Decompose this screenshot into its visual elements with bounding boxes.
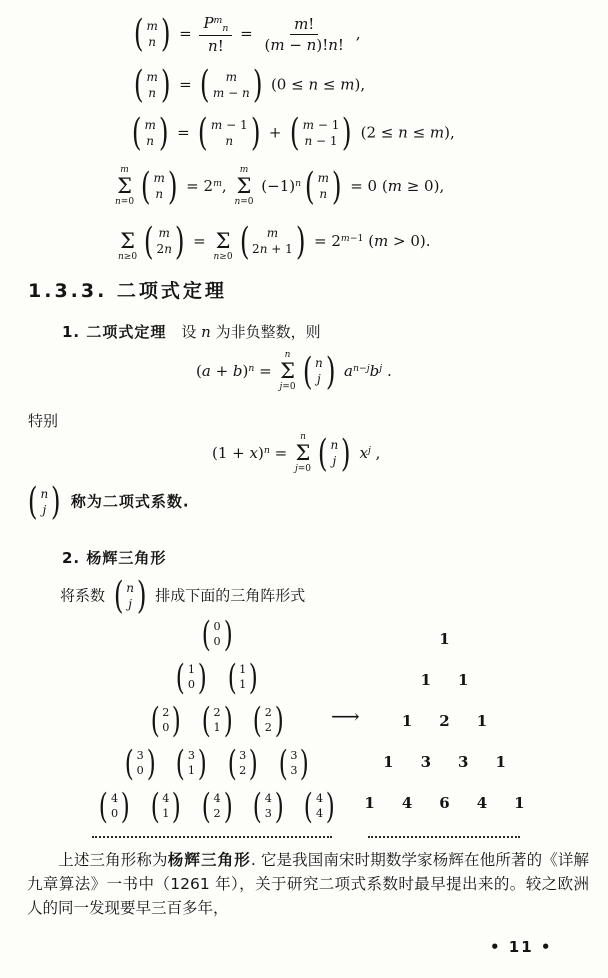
- dotted-rule-left: [92, 836, 332, 838]
- section-heading: 1.3.3. 二项式定理: [28, 280, 227, 302]
- subsection-1-line: 1. 二项式定理 设 n 为非负整数，则: [62, 323, 321, 341]
- arrange-coefficients-line: 将系数 ( n j ) 排成下面的三角阵形式: [60, 574, 306, 619]
- formula-binomial-theorem: $(a + b)^n$ = n Σ j=0 ( n j ) $a^{n-j}b^j$ .: [196, 350, 392, 394]
- pascal-triangle-row: 1: [439, 629, 450, 648]
- pascal-triangle-row: 1 1: [420, 670, 469, 689]
- formula-even-odd-sums: Σ n≥0 ( m 2n ) = Σ n≥0 ( m 2n + 1 ) = $2^{m-1}$ (m > 0).: [118, 220, 431, 264]
- binomial-coefficient-note: ( n j ) 称为二项式系数.: [27, 480, 190, 525]
- formula-binom-definition: ( m n ) = $P^m_n$ n! = $\frac{m!}{(m - n)!n!}$ ,: [133, 12, 361, 57]
- formula-pascal-rule: ( m n ) = ( m − 1 n ) + ( m − 1 n − 1 ) (2 ≤ n ≤ m),: [131, 111, 455, 156]
- special-label: 特别: [28, 412, 59, 430]
- pascal-triangle-row: 1 3 3 1: [383, 752, 506, 771]
- pascal-triangle-row: 1 4 6 4 1: [364, 793, 525, 812]
- binom-triangle-row: ( 2 0 ) ( 2 1 ) ( 2 2 ): [150, 699, 284, 741]
- pascal-triangle: [352, 618, 537, 823]
- history-paragraph: 上述三角形称为杨辉三角形. 它是我国南宋时期数学家杨辉在他所著的《详解九章算法》一书中（1261 年），关于研究二项式系数时最早提出来的。较之欧洲人的同一发现要早三百多年，: [27, 851, 589, 917]
- binom-triangle-row: ( 1 0 ) ( 1 1 ): [176, 656, 258, 698]
- pascal-triangle-row: 1 2 1: [401, 711, 488, 730]
- dotted-rule-right: [368, 836, 520, 838]
- binom-triangle-row: ( 3 0 ) ( 3 1 ) ( 3 2 ) ( 3 3 ): [124, 742, 310, 784]
- maps-to-arrow: ⟶: [331, 704, 360, 728]
- subsection-2-heading: 2. 杨辉三角形: [62, 549, 167, 567]
- binom-triangle-row: ( 4 0 ) ( 4 1 ) ( 4 2 ) ( 4 3 ) ( 4 4 ): [99, 785, 335, 827]
- formula-one-plus-x: $(1 + x)^n$ = n Σ j=0 ( n j ) $x^j$ ,: [212, 432, 381, 476]
- binom-triangle: [88, 613, 346, 828]
- formula-binom-symmetry: ( m n ) = ( m m − n ) (0 ≤ n ≤ m),: [133, 63, 366, 108]
- page-number: • 11 •: [490, 938, 553, 956]
- binom-triangle-row: ( 0 0 ): [201, 613, 233, 655]
- formula-sum-identities: m Σ n=0 ( m n ) = $2^m$, m Σ n=0 $(-1)^n$ ( m n ) = 0 (m ≥ 0),: [115, 165, 445, 209]
